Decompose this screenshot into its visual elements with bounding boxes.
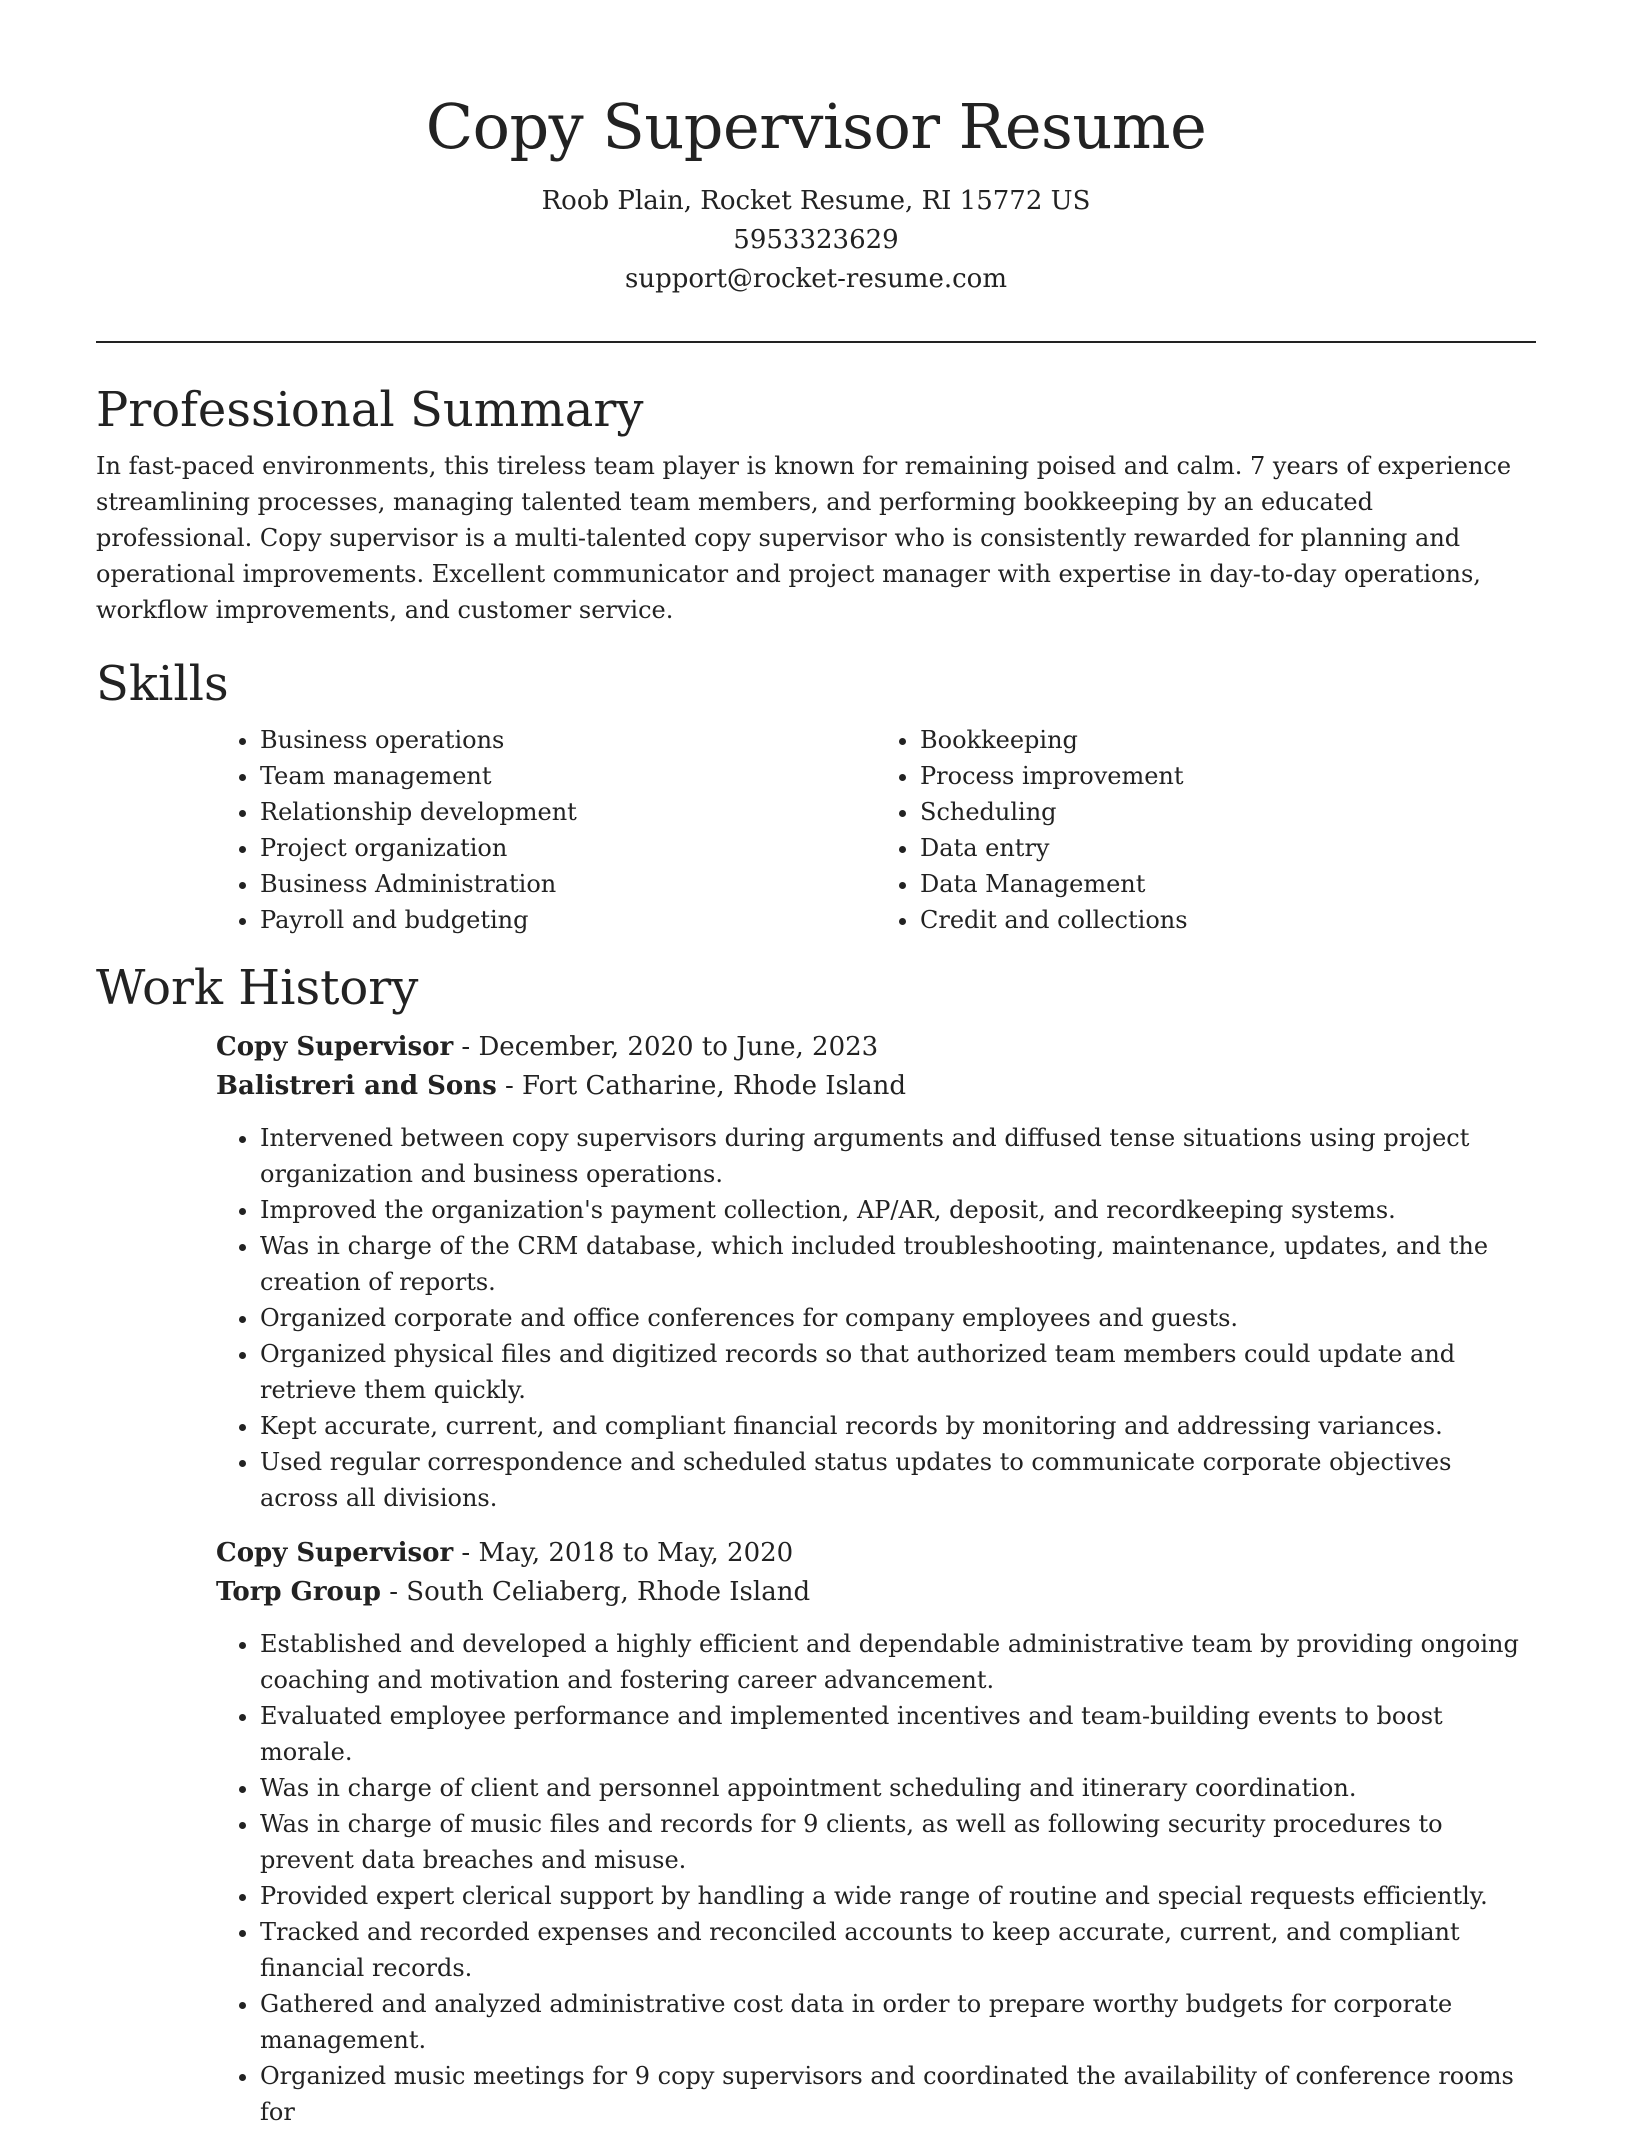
duty-item: • Organized music meetings for 9 copy supervisors and coordinated the availability of conference rooms for — [260, 2058, 1536, 2130]
duty-item: • Used regular correspondence and scheduled status updates to communicate corporate objectives across all divisions. — [260, 1444, 1536, 1516]
job-company-line — [216, 1573, 1536, 1612]
skills-columns — [216, 722, 1536, 938]
job-dates: - May, 2018 to May, 2020 — [453, 1538, 794, 1568]
contact-info — [0, 182, 1632, 299]
job-dates: - December, 2020 to June, 2023 — [453, 1032, 879, 1062]
header-divider — [96, 341, 1536, 343]
duty-item: • Provided expert clerical support by handling a wide range of routine and special requests efficiently. — [260, 1878, 1536, 1914]
skill-item: • Process improvement — [920, 758, 1536, 794]
skills-list-left — [216, 722, 876, 938]
job-title: Copy Supervisor — [216, 1032, 454, 1062]
job-title: Copy Supervisor — [216, 1538, 454, 1568]
job-entry — [216, 1028, 1536, 1516]
duty-item: • Evaluated employee performance and implemented incentives and team-building events to boost morale. — [260, 1698, 1536, 1770]
duty-item: • Was in charge of the CRM database, which included troubleshooting, maintenance, updates, and the creation of reports. — [260, 1228, 1536, 1300]
job-duties — [216, 1626, 1536, 2130]
skill-item: • Data Management — [920, 866, 1536, 902]
summary-text: In fast-paced environments, this tireless team player is known for remaining poised and calm. 7 years of experience streamlining processes, managing talented team members, and performing bookkeeping by an educated professional. Copy supervisor is a multi-talented copy supervisor who is consistently rewarded for planning and operational improvements. Excellent communicator and project manager with expertise in day-to-day operations, workflow improvements, and customer service. — [96, 452, 1512, 624]
skill-item: • Scheduling — [920, 794, 1536, 830]
skill-item: • Data entry — [920, 830, 1536, 866]
skills-heading: Skills — [96, 656, 229, 712]
skill-item: • Bookkeeping — [920, 722, 1536, 758]
resume-body — [96, 380, 1536, 2130]
contact-phone: 5953323629 — [733, 225, 899, 255]
duty-item: • Improved the organization's payment collection, AP/AR, deposit, and recordkeeping systems. — [260, 1192, 1536, 1228]
duty-item: • Was in charge of client and personnel appointment scheduling and itinerary coordination. — [260, 1770, 1536, 1806]
skills-section — [96, 654, 1536, 938]
duty-item: • Intervened between copy supervisors during arguments and diffused tense situations using project organization and business operations. — [260, 1120, 1536, 1192]
skills-list-right — [876, 722, 1536, 938]
job-location: - Fort Catharine, Rhode Island — [496, 1071, 907, 1101]
duty-item: • Established and developed a highly efficient and dependable administrative team by providing ongoing coaching and motivation and fostering career advancement. — [260, 1626, 1536, 1698]
skill-item: • Project organization — [260, 830, 876, 866]
job-location: - South Celiaberg, Rhode Island — [380, 1577, 811, 1607]
work-history-section — [96, 958, 1536, 2130]
job-title-line — [216, 1534, 1536, 1573]
summary-heading: Professional Summary — [96, 382, 644, 438]
skill-item: • Credit and collections — [920, 902, 1536, 938]
job-entry — [216, 1534, 1536, 2130]
skill-item: • Payroll and budgeting — [260, 902, 876, 938]
duty-item: • Organized corporate and office conferences for company employees and guests. — [260, 1300, 1536, 1336]
duty-item: • Organized physical files and digitized records so that authorized team members could update and retrieve them quickly. — [260, 1336, 1536, 1408]
job-company: Balistreri and Sons — [216, 1071, 497, 1101]
job-title-line — [216, 1028, 1536, 1067]
skill-item: • Business Administration — [260, 866, 876, 902]
contact-address: Roob Plain, Rocket Resume, RI 15772 US — [541, 186, 1091, 216]
work-history-heading: Work History — [96, 960, 419, 1016]
job-company-line — [216, 1067, 1536, 1106]
resume-title: Copy Supervisor Resume — [425, 90, 1207, 163]
contact-email: support@rocket-resume.com — [624, 264, 1007, 294]
skill-item: • Relationship development — [260, 794, 876, 830]
job-company: Torp Group — [216, 1577, 381, 1607]
summary-section — [96, 380, 1536, 628]
resume-header — [0, 0, 1632, 299]
duty-item: • Tracked and recorded expenses and reconciled accounts to keep accurate, current, and compliant financial records. — [260, 1914, 1536, 1986]
skill-item: • Team management — [260, 758, 876, 794]
duty-item: • Gathered and analyzed administrative cost data in order to prepare worthy budgets for corporate management. — [260, 1986, 1536, 2058]
duty-item: • Was in charge of music files and records for 9 clients, as well as following security procedures to prevent data breaches and misuse. — [260, 1806, 1536, 1878]
job-duties — [216, 1120, 1536, 1516]
skill-item: • Business operations — [260, 722, 876, 758]
duty-item: • Kept accurate, current, and compliant financial records by monitoring and addressing variances. — [260, 1408, 1536, 1444]
